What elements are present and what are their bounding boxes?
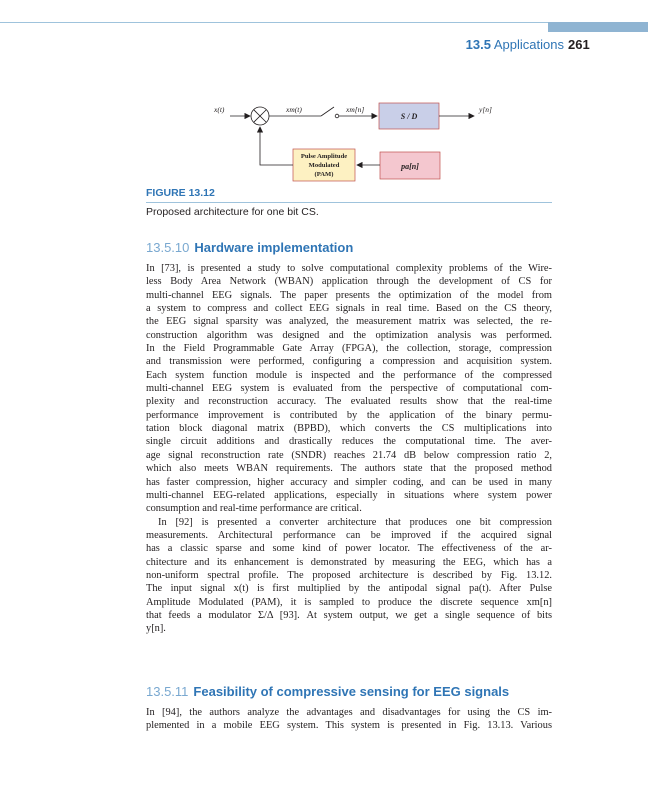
text-line: performance improvement is contributed by the application of the binary permu- (146, 409, 552, 421)
running-head-number: 13.5 (465, 37, 491, 52)
pam-line-1: Pulse Amplitude (300, 153, 348, 160)
text-line: less Body Area Network (WBAN) application through the development of CS for (146, 276, 552, 288)
text-line: construction algorithm was designed and the optimization analysis was performed. (146, 329, 552, 341)
text-line: consumption and real-time performance are critical. (146, 503, 362, 515)
sampling-switch (321, 107, 334, 116)
running-head (466, 37, 564, 52)
text-line: tation block diagonal matrix (BPBD), which converts the CS multiplications into (146, 423, 552, 435)
text-line: single circuit additions and drastically reduces the computational time. The aver- (146, 436, 552, 448)
switch-output-label: xm[n] (346, 105, 365, 114)
text-line: In the Field Programmable Gate Array (FPGA), the collection, storage, compression (146, 343, 552, 355)
text-line: measurements. Architectural performance can be improved if the acquired signal (146, 529, 552, 541)
text-line: which also meets WBAN requirements. The authors state that the proposed method (146, 463, 552, 475)
pam-line-2: Modulated (308, 162, 340, 169)
text-line: has a classic sparse and some kind of power locator. The effectiveness of the ar- (146, 543, 552, 555)
page-number: 261 (568, 37, 590, 52)
hardware-paragraph-1 (146, 262, 552, 636)
figure-13-12 (146, 94, 552, 194)
text-line: Amplitude Modulated (PAM), it is sampled to produce the discrete sequence xm[n] (146, 596, 552, 608)
figure-caption: Proposed architecture for one bit CS. (146, 206, 319, 218)
text-line: has faster compression, higher accuracy and simpler coding, and can be used in many (146, 476, 552, 488)
text-line: multi-channel EEG system is evaluated from the perspective of computational com- (146, 383, 552, 395)
text-line: multi-channel EEG-related applications, especially in situations where system power (146, 489, 552, 501)
text-line: In [73], is presented a study to solve computational complexity problems of the Wire- (146, 263, 552, 274)
text-line: multi-channel EEG signals. The paper presents the optimization of the model from (146, 289, 552, 301)
text-line: the EEG signal sparsity was analyzed, the measurement matrix was selected, the re- (146, 316, 552, 328)
header-tab (548, 22, 648, 32)
sd-block-label: S / D (400, 112, 418, 121)
text-line: and transmission were performed, configuring a compression and acquisition system. (146, 356, 552, 368)
section-title: Hardware implementation (194, 240, 354, 255)
text-line: that feeds a modulator Σ/Δ [93]. At system output, we get a single sequence of bits (146, 609, 552, 621)
multiplier-node (251, 107, 269, 125)
output-label: y[n] (479, 105, 492, 114)
pa-block-label: pa[n] (401, 162, 419, 171)
section-title: Feasibility of compressive sensing for EEG signals (193, 684, 510, 699)
text-line: The input signal x(t) is first multiplied by the antipodal signal pa(t). After Pulse (146, 583, 552, 595)
mixer-output-label: xm(t) (286, 105, 302, 114)
section-heading-hardware (146, 240, 353, 255)
figure-rule (146, 202, 552, 203)
text-line: Each system function module is inspected and the performance of the compressed (146, 369, 552, 381)
section-number: 13.5.10 (146, 240, 190, 255)
input-label: x(t) (214, 105, 225, 114)
text-line: y[n]. (146, 623, 166, 635)
running-head-title: Applications (493, 37, 564, 52)
pam-to-mixer-line (260, 127, 293, 165)
text-line: chitecture and its enhancement is demonstrated by measuring the EEG, which has a (146, 556, 552, 568)
text-line: a system to compress and collect EEG signals in real time. Based on the CS theory, (146, 303, 552, 315)
text-line: In [92] is presented a converter architecture that produces one bit compression (158, 516, 552, 528)
text-line: age signal reconstruction rate (SNDR) reaches 21.74 dB below compression ratio 2, (146, 449, 552, 461)
switch-contact (335, 114, 339, 118)
header-rule (0, 22, 548, 32)
text-line: non-uniform spectral profile. The proposed architecture is described by Fig. 13.12. (146, 569, 552, 581)
feasibility-paragraph-1 (146, 706, 552, 733)
pam-line-3: (PAM) (314, 171, 334, 178)
text-line: plexity and reconstruction accuracy. The evaluated results show that the real-time (146, 396, 552, 408)
section-heading-feasibility (146, 684, 509, 699)
text-line: In [94], the authors analyze the advantages and disadvantages for using the CS im- (146, 707, 552, 718)
architecture-diagram (146, 94, 552, 194)
figure-label: FIGURE 13.12 (146, 187, 215, 199)
section-number: 13.5.11 (146, 684, 189, 699)
text-line: plemented in a mobile EEG system. This system is presented in Fig. 13.13. Various (146, 720, 552, 732)
